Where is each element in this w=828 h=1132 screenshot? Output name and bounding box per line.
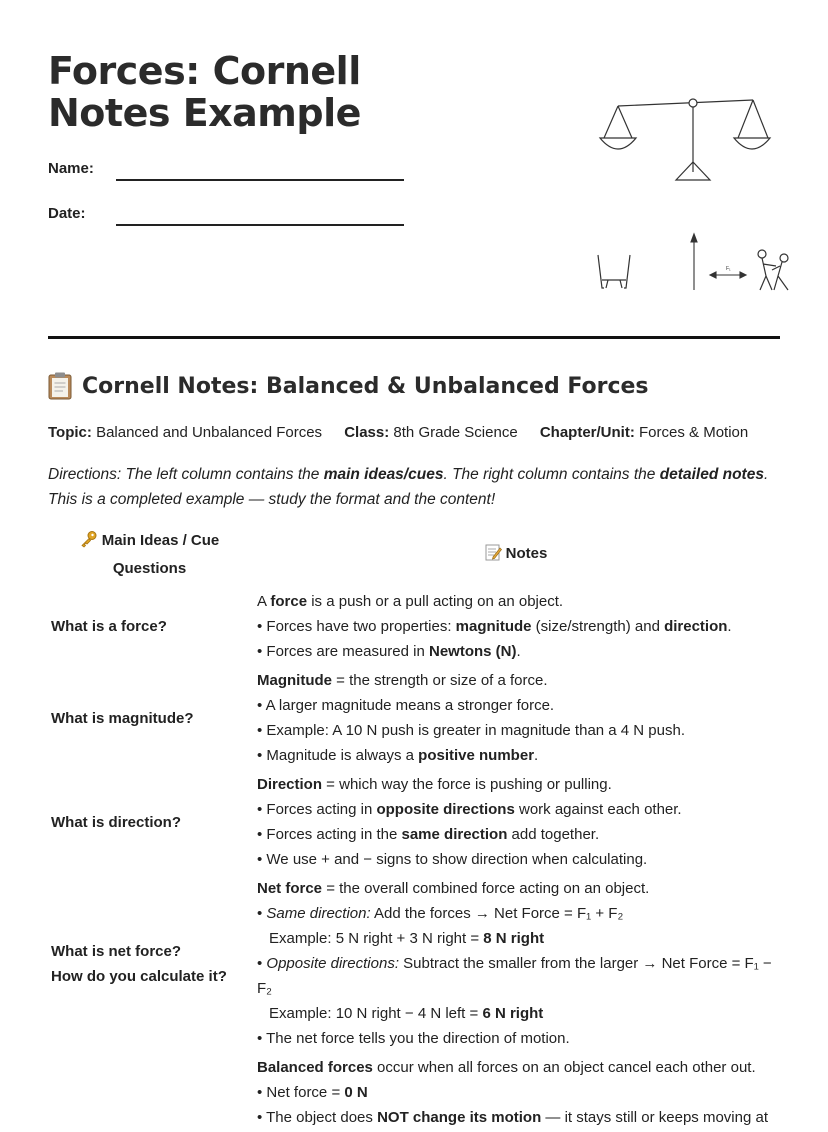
directions-bold: main ideas/cues [323,466,444,483]
cue-header-label: Main Ideas / Cue Questions [101,532,220,577]
topic-value: Balanced and Unbalanced Forces [96,424,323,441]
note-line: • Forces are measured in Newtons (N). [257,643,521,660]
note-line: • Forces acting in opposite directions work against each other. [257,801,682,818]
cue-cell [48,587,251,666]
directions-text: Directions: The left column contains the [48,466,324,483]
notes-body [48,587,780,1132]
topic-key: Topic: [48,424,92,441]
cue-text: What is magnitude? [51,709,194,727]
cue-text: What is direction? [51,813,182,831]
table-row [48,1053,780,1132]
notes-header-label: Notes [505,544,548,562]
svg-text:F₁: F₁ [726,266,731,272]
cue-cell [48,770,251,874]
note-line: A force is a push or a pull acting on an object. [257,593,564,610]
date-input-line[interactable] [116,224,404,226]
note-line: • Forces have two properties: magnitude (size/strength) and direction. [257,618,732,635]
clipboard-icon [48,372,72,400]
note-line: • Example: A 10 N push is greater in magnitude than a 4 N push. [257,722,686,739]
cue-text: How do you calculate it? [51,967,227,985]
note-line: • Same direction: Add the forces → Net Force = F₁ + F₂ [257,905,624,922]
note-line: • Magnitude is always a positive number. [257,747,539,764]
cue-text: What is net force? [51,942,182,960]
table-row [48,874,780,1053]
note-line: • The net force tells you the direction of motion. [257,1030,570,1047]
directions-text: . [763,466,769,483]
cue-column-header [48,528,251,587]
page-title: Forces: Cornell Notes Example [48,49,361,135]
directions-text: This is a completed example — study the format and the content! [48,491,496,508]
unit-key: Chapter/Unit: [539,424,635,441]
header-divider [48,336,780,339]
notes-cell [251,874,780,1053]
class-value: 8th Grade Science [393,424,518,441]
chair-icon [598,255,630,288]
note-line: • We use + and − signs to show direction when calculating. [257,851,648,868]
notes-cell [251,1053,780,1132]
note-line: • A larger magnitude means a stronger force. [257,697,555,714]
section-title: Cornell Notes: Balanced & Unbalanced Forces [82,373,649,399]
class-key: Class: [344,424,390,441]
table-header-row [48,528,780,587]
cue-cell [48,1053,251,1132]
directions-text: . The right column contains the [443,466,660,483]
note-line: Example: 5 N right + 3 N right = 8 N right [269,930,545,947]
note-line: • Opposite directions: Subtract the smaller from the larger → Net Force = F₁ − F₂ [257,955,772,997]
force-arrow-icon [691,234,746,290]
note-line: Example: 10 N right − 4 N left = 6 N right [269,1005,544,1022]
note-line: Magnitude = the strength or size of a force. [257,672,548,689]
name-input-line[interactable] [116,179,404,181]
notes-cell [251,770,780,874]
cue-cell [48,666,251,770]
people-pushing-icon [758,250,788,290]
balance-scale-icon [600,99,770,180]
note-line: • Forces acting in the same direction add together. [257,826,600,843]
meta-row [48,424,748,441]
note-line: • The object does NOT change its motion — it stays still or keeps moving at [257,1109,768,1126]
notes-column-header [251,528,780,587]
table-row [48,666,780,770]
forces-illustration [548,90,808,300]
notes-cell [251,587,780,666]
memo-icon [484,543,502,569]
notes-cell [251,666,780,770]
note-line: • Net force = 0 N [257,1084,368,1101]
note-line: Net force = the overall combined force acting on an object. [257,880,650,897]
name-label: Name: [48,160,94,177]
table-row [48,587,780,666]
directions-bold: detailed notes [659,466,764,483]
note-line: Balanced forces occur when all forces on an object cancel each other out. [257,1059,756,1076]
cornell-notes-table [48,528,780,1132]
unit-value: Forces & Motion [639,424,749,441]
cue-cell [48,874,251,1053]
cue-text: What is a force? [51,618,167,635]
note-line: Direction = which way the force is pushing or pulling. [257,776,612,793]
date-label: Date: [48,205,86,222]
key-icon [80,530,98,556]
directions [48,462,780,512]
section-heading [48,372,649,400]
table-row [48,770,780,874]
